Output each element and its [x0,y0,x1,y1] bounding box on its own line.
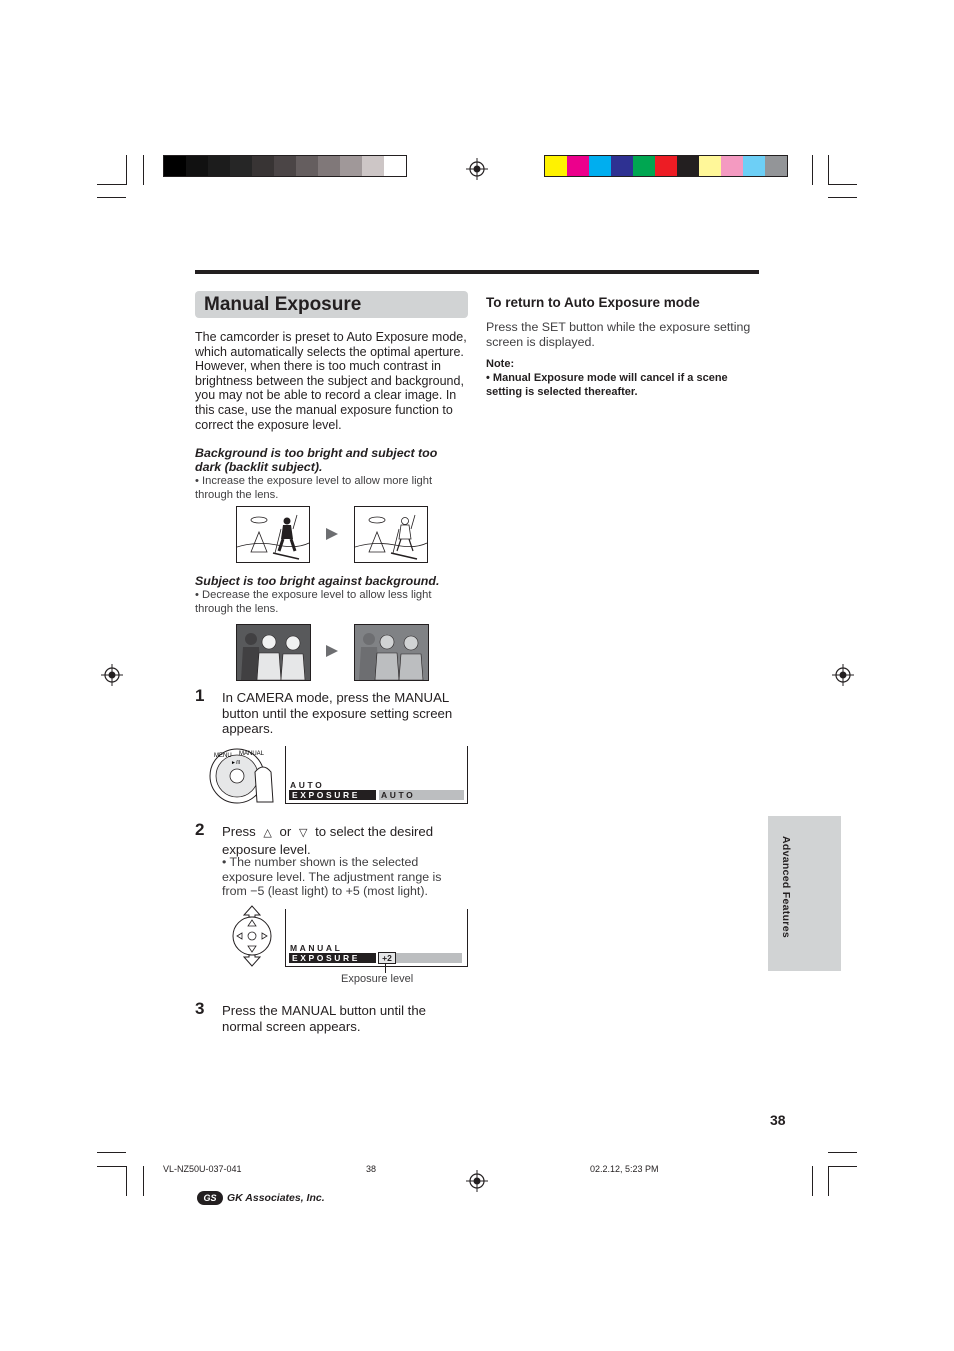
step2-text-a: Press [222,824,256,839]
osd-mode-label: MANUAL [290,943,343,953]
osd-exposure-bar: EXPOSURE [289,953,376,963]
color-swatch [655,156,677,176]
color-swatch [208,156,230,176]
footer-company: GK Associates, Inc. [227,1192,325,1204]
exposure-level-caption: Exposure level [341,973,414,985]
up-down-control-icon [229,905,277,967]
company-logo-text: GS [203,1193,217,1203]
case2-heading: Subject is too bright against background. [195,574,440,588]
color-swatch [743,156,765,176]
intro-text: The camcorder is preset to Auto Exposure mode, which automatically selects the optimal aperture. However, when there is too much contrast in brightness between the subject and background, you may not be able to record a clear image. In this case, use the manual exposure function to correct the exposure level. [195,330,467,432]
registration-mark-icon [466,1170,488,1192]
crop-mark [126,1166,127,1196]
page-number: 38 [770,1112,786,1128]
manual-label: MANUAL [239,751,265,757]
color-swatch [611,156,633,176]
step2-text-c: to select the desired exposure level. [222,824,434,857]
crop-mark [143,1166,144,1196]
page-title: Manual Exposure [204,294,362,315]
crop-mark [97,184,126,185]
crop-mark [97,1152,126,1153]
crop-mark [828,1166,829,1196]
note-text: • Manual Exposure mode will cancel if a scene setting is selected thereafter. [486,372,728,398]
exposure-screen-manual [285,909,468,967]
color-swatch [340,156,362,176]
color-swatch [230,156,252,176]
color-swatch [545,156,567,176]
company-logo [197,1191,223,1205]
color-swatch [677,156,699,176]
color-swatch [296,156,318,176]
note-label: Note: [486,358,515,370]
caption-pointer-line [385,963,386,973]
down-arrow-icon: ▽ [298,827,308,839]
registration-mark-icon [101,664,123,686]
manual-button-remote-icon [205,744,275,806]
arrow-right-icon [326,528,338,540]
crop-mark [126,155,127,185]
color-swatch [589,156,611,176]
crop-mark [828,1166,857,1167]
color-swatch [384,156,406,176]
color-swatch [721,156,743,176]
section-tab [768,816,841,971]
case1-heading: Background is too bright and subject too dark (backlit subject). [195,446,438,474]
registration-mark-icon [466,158,488,180]
case1-bullet: • Increase the exposure level to allow more light through the lens. [195,475,433,501]
arrow-right-icon [326,645,338,657]
osd-exposure-value: +2 [378,952,396,964]
section-tab-label: Advanced Features [780,836,792,938]
case2-bullet: • Decrease the exposure level to allow less light through the lens. [195,589,432,615]
footer-file: VL-NZ50U-037-041 [163,1164,242,1174]
crop-mark [812,155,813,185]
backlit-before-image [236,506,310,563]
color-swatch [765,156,787,176]
step2-bullet: • The number shown is the selected exposure level. The adjustment range is from −5 (least light) to +5 (most light). [222,855,442,899]
crop-mark [828,155,829,185]
crop-mark [97,197,126,198]
color-swatch [164,156,186,176]
step2-text-b: or [279,824,292,839]
color-swatch [252,156,274,176]
step-number: 2 [195,820,205,839]
crop-mark [97,1166,126,1167]
return-text: Press the SET button while the exposure setting screen is displayed. [486,320,751,349]
color-swatch [699,156,721,176]
header-rule [195,270,759,274]
crop-mark [828,1152,857,1153]
title-box [195,291,468,318]
footer-page: 38 [366,1164,377,1174]
bright-before-image [236,624,311,681]
footer-date: 02.2.12, 5:23 PM [590,1164,659,1174]
up-arrow-icon: △ [263,827,272,839]
bright-after-image [354,624,429,681]
crop-mark [828,197,857,198]
step-number: 1 [195,686,205,705]
exposure-screen-auto [285,746,468,804]
crop-mark [828,184,857,185]
osd-exposure-bar: EXPOSURE [289,790,376,800]
play-label: ►/II [231,760,241,766]
color-swatch [633,156,655,176]
step-number: 3 [195,999,205,1018]
step2-text [222,824,467,857]
crop-mark [143,155,144,185]
color-swatch [362,156,384,176]
color-swatch [274,156,296,176]
registration-mark-icon [832,664,854,686]
return-heading: To return to Auto Exposure mode [486,295,700,310]
osd-exposure-value: AUTO [379,790,464,800]
backlit-after-image [354,506,428,563]
color-swatch [567,156,589,176]
step3-text: Press the MANUAL button until the normal screen appears. [222,1003,427,1034]
grey-scale-bar [163,155,407,177]
color-swatch [318,156,340,176]
menu-label: MENU [214,753,232,759]
crop-mark [812,1166,813,1196]
color-bar [544,155,788,177]
osd-mode-label: AUTO [290,780,325,790]
color-swatch [186,156,208,176]
step1-text: In CAMERA mode, press the MANUAL button until the exposure setting screen appears. [222,690,453,736]
